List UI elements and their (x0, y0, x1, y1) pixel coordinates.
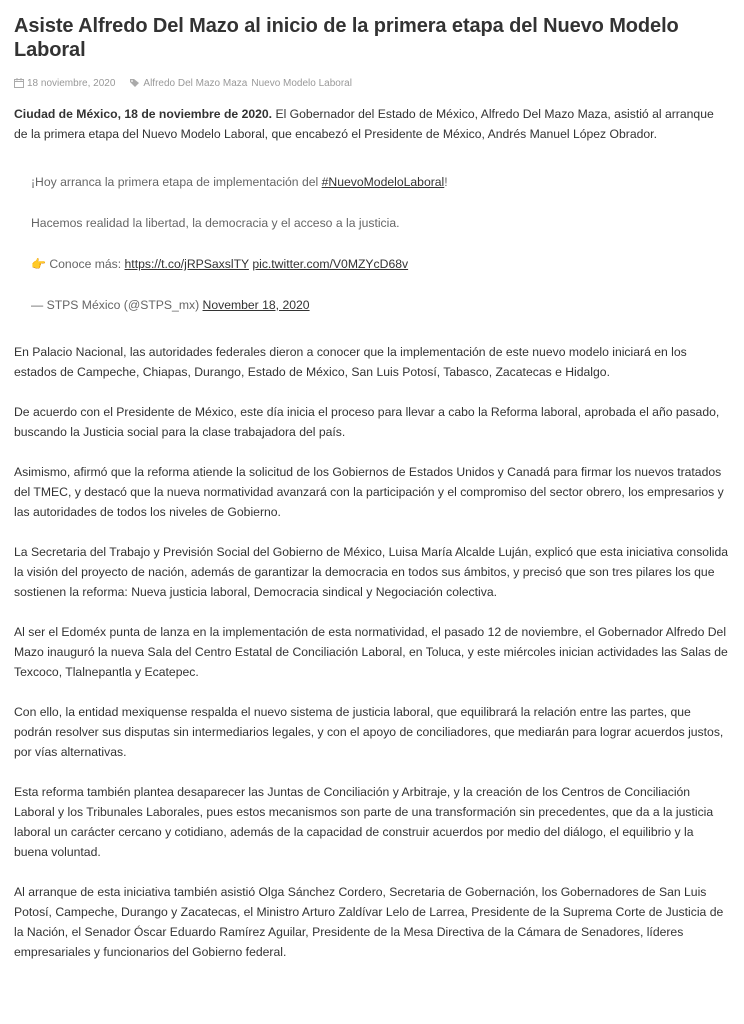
calendar-icon (14, 78, 24, 88)
tweet-short-link[interactable]: https://t.co/jRPSaxslTY (124, 257, 249, 271)
body-paragraph: Esta reforma también plantea desaparecer las Juntas de Conciliación y Arbitraje, y la creación de los Centros de Conciliación Laboral y los Tribunales Laborales, pues estos mecanismos son parte de una transformación sin precedentes, que da a la justicia laboral un carácter cercano y cotidiano, además de la capacidad de construir acuerdos por medio del diálogo, el equilibrio y la buena voluntad. (14, 785, 714, 859)
tweet-hashtag-link[interactable]: #NuevoModeloLaboral (321, 175, 445, 189)
pointing-hand-icon: 👉 (31, 257, 46, 271)
lead-text: El Gobernador del Estado de México, Alfredo Del Mazo Maza, asistió al arranque de la primera etapa del Nuevo Modelo Laboral, que encabezó el Presidente de México, Andrés Manuel López Obrador. (14, 107, 714, 141)
tweet-pic-link[interactable]: pic.twitter.com/V0MZYcD68v (252, 257, 409, 271)
body-paragraph: La Secretaria del Trabajo y Previsión Social del Gobierno de México, Luisa María Alcalde Luján, explicó que esta iniciativa consolida la visión del proyecto de nación, además de garantizar la democracia en todos sus ámbitos, y precisó que son tres pilares los que sostienen la reforma: Nueva justicia laboral, Democracia sindical y Negociación colectiva. (14, 545, 729, 599)
tweet-line-3: 👉 Conoce más: https://t.co/jRPSaxslTY pic.twitter.com/V0MZYcD68v (31, 257, 409, 271)
body-paragraph: Al ser el Edoméx punta de lanza en la implementación de esta normatividad, el pasado 12 de noviembre, el Gobernador Alfredo Del Mazo inauguró la nueva Sala del Centro Estatal de Conciliación Laboral, en Toluca, y este miércoles inician actividades las Salas de Texcoco, Tlalnepantla y Ecatepec. (14, 625, 728, 679)
embedded-tweet (31, 172, 730, 315)
body-paragraph: Asimismo, afirmó que la reforma atiende la solicitud de los Gobiernos de Estados Unidos y Canadá para firmar los nuevos tratados del TMEC, y destacó que la nueva normatividad avanzará con la participación y el compromiso del sector obrero, los empresarios y las autoridades de todos los niveles de Gobierno. (14, 465, 724, 519)
tweet-line-1: ¡Hoy arranca la primera etapa de implementación del #NuevoModeloLaboral! (31, 175, 448, 189)
tweet-line-2: Hacemos realidad la libertad, la democracia y el acceso a la justicia. (31, 216, 400, 230)
tag-link-nuevo-modelo-laboral[interactable]: Nuevo Modelo Laboral (251, 77, 352, 89)
tag-icon (129, 78, 140, 88)
body-paragraph: En Palacio Nacional, las autoridades federales dieron a conocer que la implementación de este nuevo modelo iniciará en los estados de Campeche, Chiapas, Durango, Estado de México, San Luis Potosí, Tabasco, Zacatecas e Hidalgo. (14, 345, 687, 379)
lead-dateline: Ciudad de México, 18 de noviembre de 2020. (14, 107, 273, 121)
article-date: 18 noviembre, 2020 (27, 77, 116, 89)
tweet-date-link[interactable]: November 18, 2020 (202, 298, 310, 312)
body-paragraph: De acuerdo con el Presidente de México, este día inicia el proceso para llevar a cabo la Reforma laboral, aprobada el año pasado, buscando la Justicia social para la clase trabajadora del país. (14, 405, 720, 439)
tweet-attribution: — STPS México (@STPS_mx) November 18, 2020 (31, 298, 310, 312)
lead-paragraph (14, 104, 730, 144)
article-meta (14, 76, 730, 90)
tag-link-alfredo-del-mazo[interactable]: Alfredo Del Mazo Maza (143, 77, 248, 89)
article-body (14, 342, 730, 962)
body-paragraph: Con ello, la entidad mexiquense respalda el nuevo sistema de justicia laboral, que equilibrará la relación entre las partes, que podrán resolver sus disputas sin intermediarios legales, y con el apoyo de conciliadores, que mediarán para lograr acuerdos justos, por vías alternativas. (14, 705, 724, 759)
body-paragraph: Al arranque de esta iniciativa también asistió Olga Sánchez Cordero, Secretaria de Gobernación, los Gobernadores de San Luis Potosí, Campeche, Durango y Zacatecas, el Ministro Arturo Zaldívar Lelo de Larrea, Presidente de la Suprema Corte de Justicia de la Nación, el Senador Óscar Eduardo Ramírez Aguilar, Presidente de la Mesa Directiva de la Cámara de Senadores, líderes empresariales y funcionarios del Gobierno federal. (14, 885, 724, 959)
article-title: Asiste Alfredo Del Mazo al inicio de la primera etapa del Nuevo Modelo Laboral (14, 15, 679, 61)
